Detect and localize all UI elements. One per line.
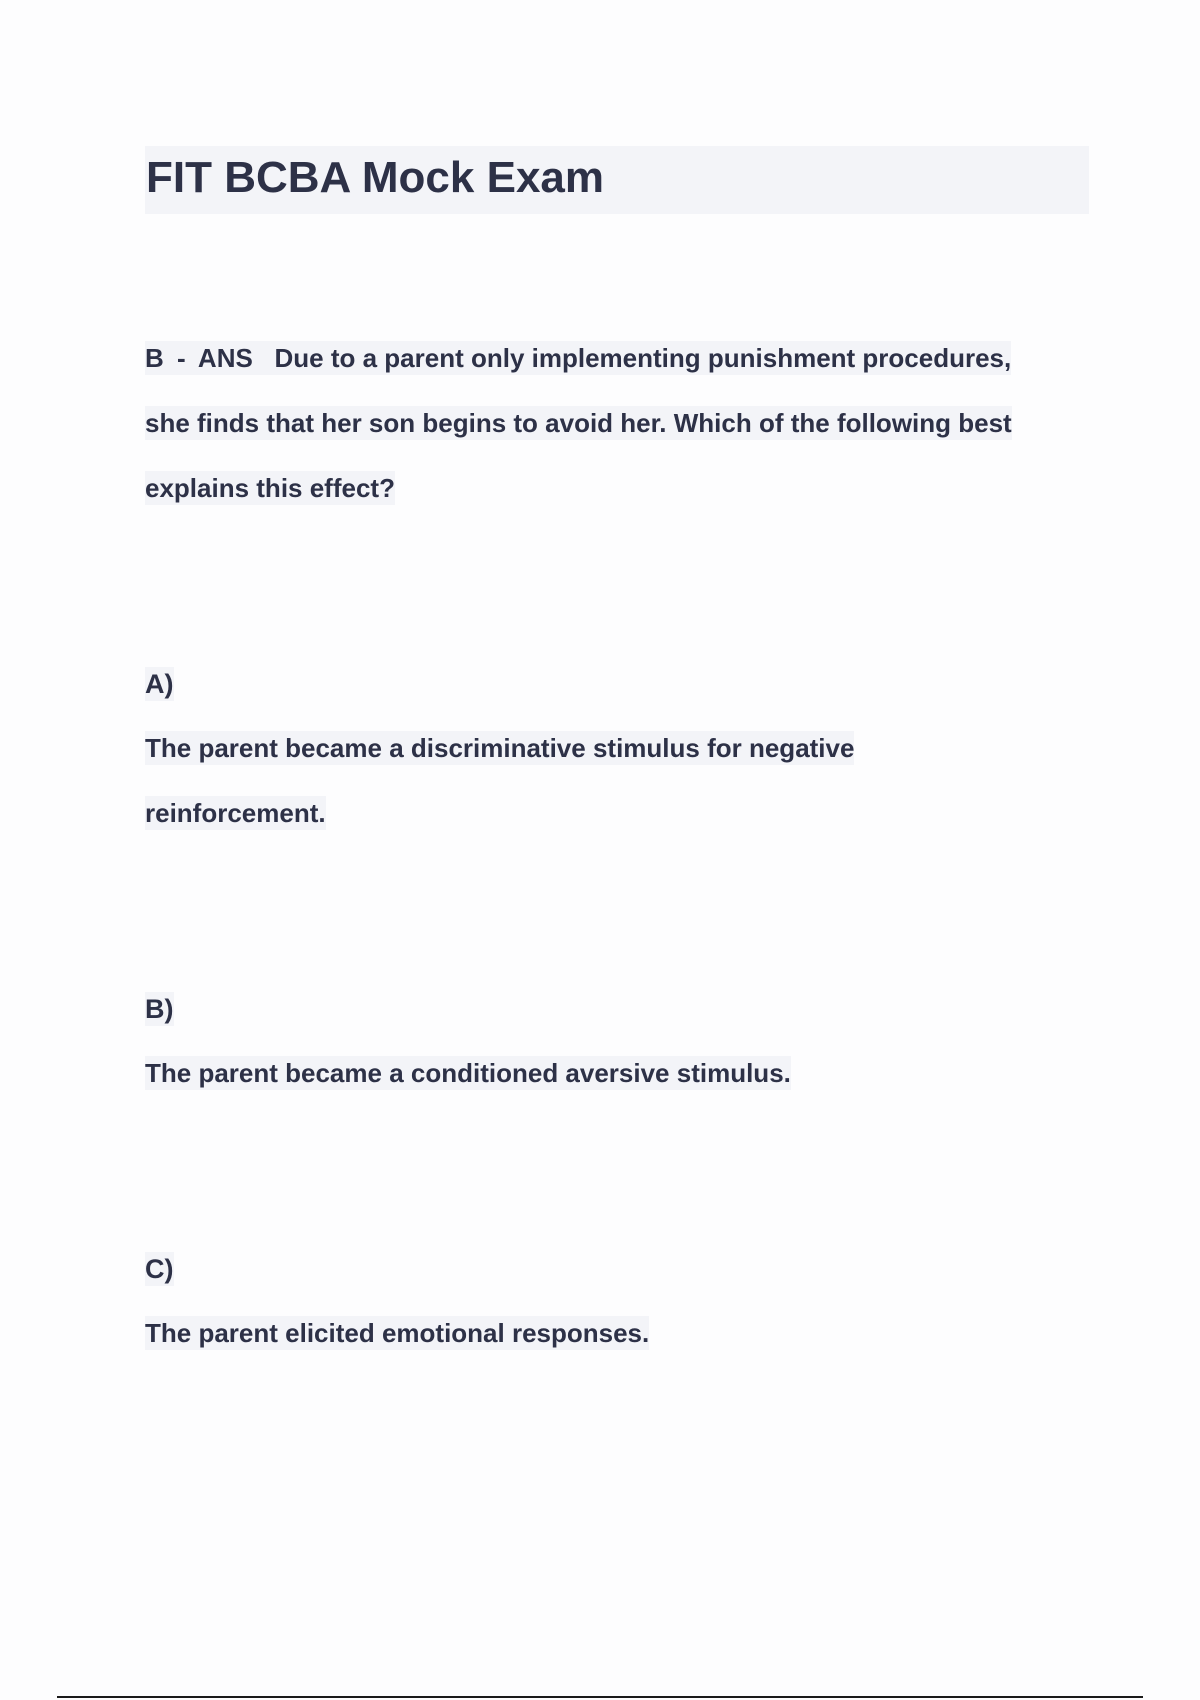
option-a-letter xyxy=(145,666,174,702)
option-a-line-1 xyxy=(145,730,854,766)
option-a-line-2 xyxy=(145,795,326,831)
option-a-letter-text: A) xyxy=(145,669,174,699)
option-a-text-2: reinforcement. xyxy=(145,798,326,828)
option-c-letter-text: C) xyxy=(145,1254,174,1284)
question-line-3 xyxy=(145,470,395,506)
question-text-3: explains this effect? xyxy=(145,473,395,503)
document-title: FIT BCBA Mock Exam xyxy=(146,153,605,202)
question-text-1: Due to a parent only implementing punishment procedures, xyxy=(274,343,1012,373)
option-c-letter xyxy=(145,1251,174,1287)
question-text-2: she finds that her son begins to avoid her. Which of the following best xyxy=(145,408,1012,438)
option-c-text-1: The parent elicited emotional responses. xyxy=(145,1318,650,1348)
answer-prefix: B - ANS xyxy=(145,343,253,373)
footer-rule xyxy=(57,1696,1143,1698)
option-a-text-1: The parent became a discriminative stimulus for negative xyxy=(145,733,855,763)
option-b-line-1 xyxy=(145,1055,791,1091)
option-b-letter-text: B) xyxy=(145,994,174,1024)
question-line-2 xyxy=(145,405,1012,441)
option-b-text-1: The parent became a conditioned aversive stimulus. xyxy=(145,1058,791,1088)
question-line-1 xyxy=(145,340,1011,376)
option-b-letter xyxy=(145,991,174,1027)
option-c-line-1 xyxy=(145,1315,649,1351)
